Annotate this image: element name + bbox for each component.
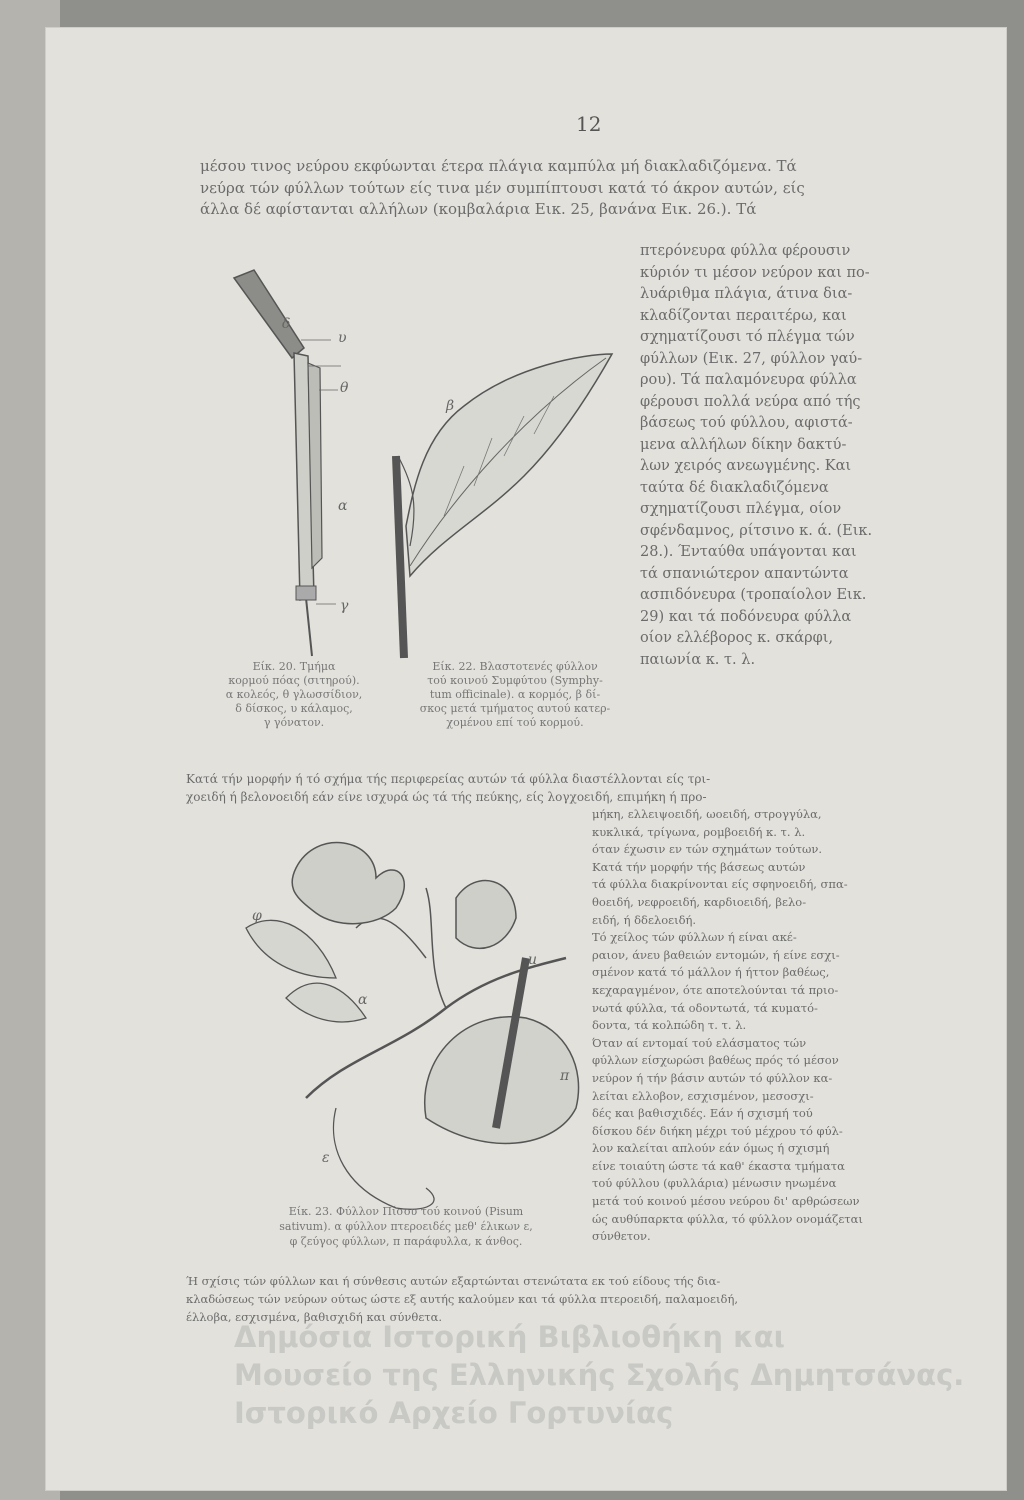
fig20-label-gamma: γ <box>340 598 349 614</box>
text-line: σφένδαμνος, ρίτσινο κ. ά. (Εικ. <box>640 522 873 539</box>
caption-line: sativum). α φύλλον πτεροειδές μεθ' έλικων ε, <box>279 1220 533 1233</box>
caption-line: χομένου επί τού κορμού. <box>446 716 584 729</box>
right-column-text <box>640 241 970 671</box>
text-line: ασπιδόνευρα (τροπαίολον Εικ. <box>640 587 867 603</box>
text-line: ραιον, άνευ βαθειών εντομών, ή είνε εσχι- <box>592 947 840 962</box>
text-line: τά φύλλα διακρίνονται είς σφηνοειδή, σπα- <box>592 877 848 892</box>
text-line: Ή σχίσις τών φύλλων και ή σύνθεσις αυτών εξαρτώνται στενώτατα εκ τού είδους τής δια- <box>186 1274 721 1288</box>
fig23-label-alpha: α <box>358 992 368 1008</box>
shape-text <box>186 770 986 806</box>
text-line: φέρουσι πολλά νεύρα από τής <box>640 393 861 410</box>
caption-line: tum officinale). α κορμός, β δί- <box>429 688 601 701</box>
watermark-line: Δημόσια Ιστορική Βιβλιοθήκη και <box>234 1320 785 1354</box>
fig23-label-u: u <box>528 952 538 968</box>
fig20-label-alpha: α <box>338 498 348 514</box>
text-line: νεύρα τών φύλλων τούτων είς τινα μέν συμπίπτουσι κατά τό άκρον αυτών, είς <box>200 178 805 197</box>
text-line: έλλοβα, εσχισμένα, βαθισχιδή και σύνθετα. <box>186 1310 443 1324</box>
text-line: κεχαραγμένον, ότε αποτελούνται τά πριο- <box>592 982 839 997</box>
watermark-line: Ιστορικό Αρχείο Γορτυνίας <box>234 1396 674 1430</box>
text-line: σύνθετον. <box>592 1229 651 1244</box>
figure-22-caption <box>398 660 632 730</box>
fig22-label-beta: β <box>446 398 455 414</box>
text-line: μέσου τινος νεύρου εκφύωνται έτερα πλάγια καμπύλα μή διακλαδιζόμενα. Τά <box>200 157 797 175</box>
text-line: θοειδή, νεφροειδή, καρδιοειδή, βελο- <box>592 894 807 909</box>
text-line: δίσκου δέν διήκη μέχρι τού μέχρου τό φύλ- <box>592 1123 843 1138</box>
intro-text <box>200 156 980 221</box>
text-line: όταν έχωσιν εν τών σχημάτων τούτων. <box>592 842 822 857</box>
text-line: βάσεως τού φύλλου, αφιστά- <box>640 415 853 431</box>
text-line: μήκη, ελλειψοειδή, ωοειδή, στρογγύλα, <box>592 807 822 821</box>
caption-line: δ δίσκος, υ κάλαμος, <box>235 702 353 715</box>
figure-23-pea-plant <box>226 818 606 1218</box>
text-line: κυκλικά, τρίγωνα, ρομβοειδή κ. τ. λ. <box>592 824 806 839</box>
text-line: λυάριθμα πλάγια, άτινα δια- <box>640 286 853 302</box>
document-page <box>46 28 1006 1490</box>
fig23-label-pi: π <box>560 1068 570 1084</box>
figure-20-caption <box>196 660 392 730</box>
caption-line: Είκ. 20. Τμήμα <box>252 660 336 673</box>
figure-23-caption <box>226 1204 586 1249</box>
text-line: άλλα δέ αφίστανται αλλήλων (κομβαλάρια Εικ. 25, βανάνα Εικ. 26.). Τά <box>200 200 757 218</box>
fig23-label-epsilon: ε <box>322 1150 330 1166</box>
text-line: κλαδίζονται περαιτέρω, και <box>640 307 847 324</box>
text-line: δοντα, τά κολπώδη τ. τ. λ. <box>592 1018 747 1033</box>
text-line: Τό χείλος τών φύλλων ή είναι ακέ- <box>592 930 797 945</box>
right-lower-column <box>592 806 972 1246</box>
text-line: ειδή, ή δδελοειδή. <box>592 912 697 927</box>
text-line: λείται ελλοβον, εσχισμένον, μεσοσχι- <box>592 1088 814 1103</box>
caption-line: γ γόνατον. <box>263 716 325 729</box>
library-watermark <box>234 1318 1014 1432</box>
page-number: 12 <box>576 112 602 136</box>
text-line: οίον ελλέβορος κ. σκάρφι, <box>640 630 834 646</box>
text-line: μετά τού κοινού μέσου νεύρου δι' αρθρώσεων <box>592 1194 860 1209</box>
fig20-label-theta: θ <box>340 380 349 396</box>
text-line: Κατά τήν μορφήν τής βάσεως αυτών <box>592 859 806 874</box>
fig20-label-delta: δ <box>282 316 291 332</box>
text-line: νωτά φύλλα, τά οδοντωτά, τά κυματό- <box>592 1000 818 1015</box>
caption-line: Είκ. 23. Φύλλον Πίσου τού κοινού (Pisum <box>288 1205 524 1218</box>
caption-line: τού κοινού Συμφύτου (Symphy- <box>427 674 603 687</box>
text-line: σχηματίζουσι τό πλέγμα τών <box>640 329 855 345</box>
text-line: φύλλων είσχωρώσι βαθέως πρός τό μέσον <box>592 1053 839 1068</box>
fig23-label-phi: φ <box>252 908 262 924</box>
text-line: λον καλείται απλούν εάν όμως ή σχισμή <box>592 1141 830 1156</box>
text-line: ρου). Τά παλαμόνευρα φύλλα <box>640 372 857 388</box>
text-line: 28.). Ένταύθα υπάγονται και <box>640 544 857 560</box>
text-line: Κατά τήν μορφήν ή τό σχήμα τής περιφερείας αυτών τά φύλλα διαστέλλονται είς τρι- <box>186 772 711 786</box>
caption-line: φ ζεύγος φύλλων, π παράφυλλα, κ άνθος. <box>289 1235 523 1248</box>
text-line: κύριόν τι μέσον νεύρον και πο- <box>640 264 870 281</box>
text-line: πτερόνευρα φύλλα φέρουσιν <box>640 243 851 259</box>
text-line: σχηματίζουσι πλέγμα, οίον <box>640 501 842 517</box>
text-line: τά σπανιώτερον απαντώντα <box>640 565 849 582</box>
text-line: ταύτα δέ διακλαδιζόμενα <box>640 479 829 496</box>
text-line: παιωνία κ. τ. λ. <box>640 651 756 668</box>
caption-line: κορμού πόας (σιτηρού). <box>228 674 360 687</box>
figure-22-comfrey-leaf <box>374 346 624 666</box>
text-line: φύλλων (Εικ. 27, φύλλον γαύ- <box>640 350 863 367</box>
watermark-line: Μουσείο της Ελληνικής Σχολής Δημητσάνας. <box>234 1358 965 1392</box>
text-line: χοειδή ή βελονοειδή εάν είνε ισχυρά ώς τά τής πεύκης, είς λογχοειδή, επιμήκη ή προ- <box>186 790 707 804</box>
text-line: είνε τοιαύτη ώστε τά καθ' έκαστα τμήματα <box>592 1158 845 1173</box>
text-line: ώς αυθύπαρκτα φύλλα, τό φύλλον ονομάζεται <box>592 1211 863 1226</box>
text-line: νεύρον ή τήν βάσιν αυτών τό φύλλον κα- <box>592 1070 833 1085</box>
text-line: Όταν αί εντομαί τού ελάσματος τών <box>592 1035 807 1050</box>
fig20-label-upsilon: υ <box>338 330 347 346</box>
text-line: λων χειρός ανεωγμένης. Και <box>640 458 852 474</box>
text-line: σμένον κατά τό μάλλον ή ήττον βαθέως, <box>592 965 830 980</box>
text-line: κλαδώσεως τών νεύρων ούτως ώστε εξ αυτής καλούμεν και τά φύλλα πτεροειδή, παλαμοειδή, <box>186 1292 738 1306</box>
text-line: 29) και τά ποδόνευρα φύλλα <box>640 608 852 625</box>
text-line: μενα αλλήλων δίκην δακτύ- <box>640 436 847 453</box>
text-line: τού φύλλου (φυλλάρια) μένωσιν ηνωμένα <box>592 1176 837 1191</box>
text-line: δές και βαθισχιδές. Εάν ή σχισμή τού <box>592 1106 813 1121</box>
caption-line: Είκ. 22. Βλαστοτενές φύλλον <box>432 660 598 673</box>
caption-line: α κολεός, θ γλωσσίδιον, <box>225 688 363 701</box>
caption-line: σκος μετά τμήματος αυτού κατερ- <box>419 702 611 715</box>
